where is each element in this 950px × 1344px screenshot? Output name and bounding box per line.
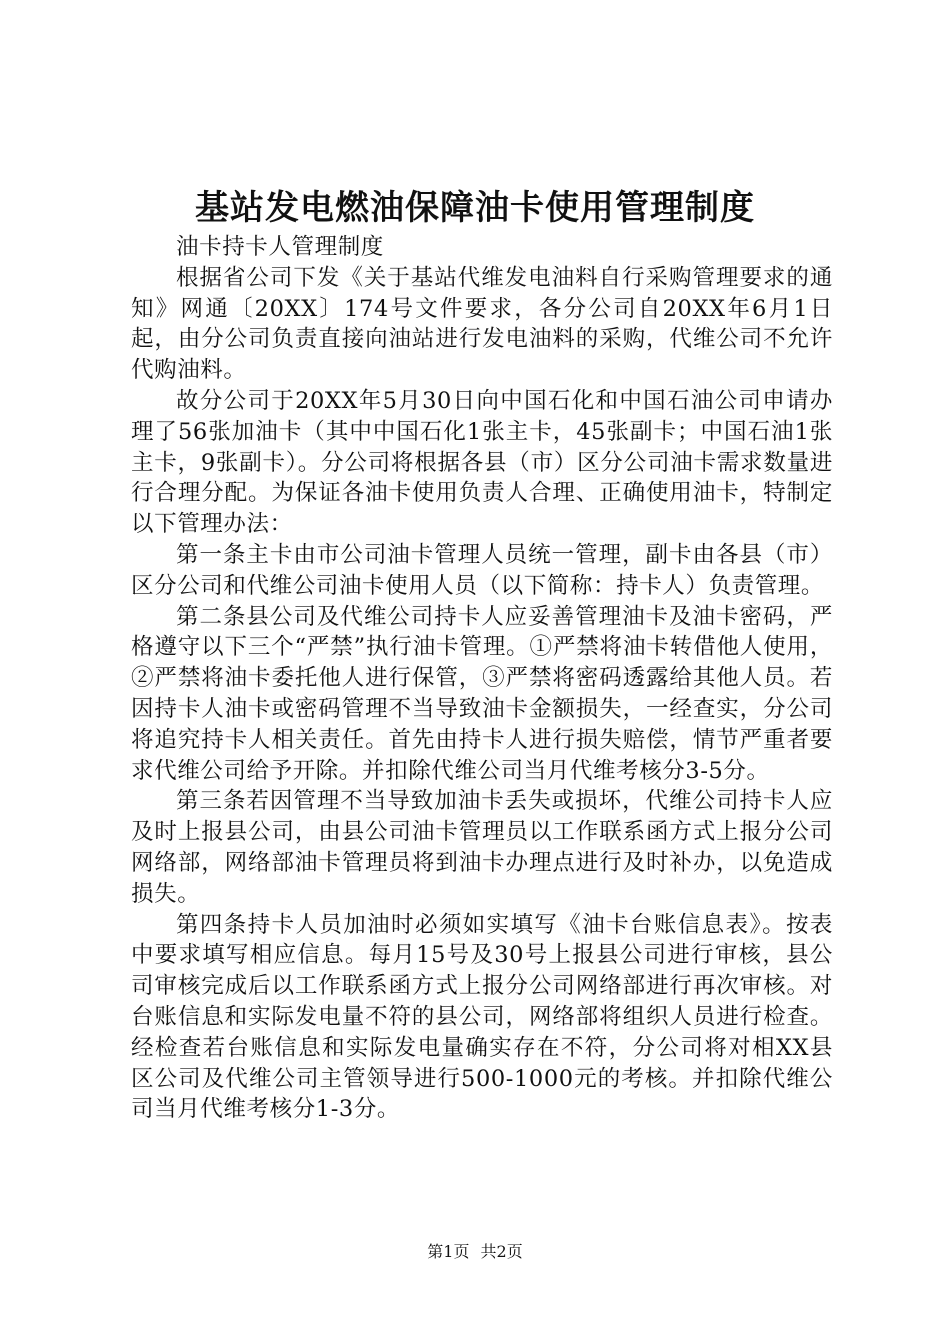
paragraph-card-application: 故分公司于20XX年5月30日向中国石化和中国石油公司申请办理了56张加油卡（其中中国石化1张主卡，45张副卡；中国石油1张主卡，9张副卡）。分公司将根据各县（市）区分公司油卡需求数量进行合理分配。为保证各油卡使用负责人合理、正确使用油卡，特制定以下管理办法： (131, 387, 833, 538)
page-footer (0, 1240, 950, 1264)
paragraph-article-1: 第一条主卡由市公司油卡管理人员统一管理，副卡由各县（市）区分公司和代维公司油卡使用人员（以下简称：持卡人）负责管理。 (131, 541, 833, 599)
page-number-total: 共2页 (480, 1242, 523, 1261)
document-body (131, 232, 833, 1125)
page-number-current: 第1页 (427, 1242, 470, 1261)
paragraph-article-3: 第三条若因管理不当导致加油卡丢失或损坏，代维公司持卡人应及时上报县公司，由县公司油卡管理员以工作联系函方式上报分公司网络部，网络部油卡管理员将到油卡办理点进行及时补办，以免造成损失。 (131, 788, 833, 907)
document-title: 基站发电燃油保障油卡使用管理制度 (195, 188, 755, 228)
paragraph-background: 根据省公司下发《关于基站代维发电油料自行采购管理要求的通知》网通〔20XX〕174号文件要求，各分公司自20XX年6月1日起，由分公司负责直接向油站进行发电油料的采购，代维公司不允许代购油料。 (131, 264, 833, 384)
paragraph-article-2: 第二条县公司及代维公司持卡人应妥善管理油卡及油卡密码，严格遵守以下三个“严禁”执行油卡管理。①严禁将油卡转借他人使用，②严禁将油卡委托他人进行保管，③严禁将密码透露给其他人员。若因持卡人油卡或密码管理不当导致油卡金额损失，一经查实，分公司将追究持卡人相关责任。首先由持卡人进行损失赔偿，情节严重者要求代维公司给予开除。并扣除代维公司当月代维考核分3-5分。 (131, 603, 833, 784)
paragraph-heading: 油卡持卡人管理制度 (176, 234, 384, 260)
paragraph-article-4: 第四条持卡人员加油时必须如实填写《油卡台账信息表》。按表中要求填写相应信息。每月15号及30号上报县公司进行审核，县公司审核完成后以工作联系函方式上报分公司网络部进行再次审核。对台账信息和实际发电量不符的县公司，网络部将组织人员进行检查。经检查若台账信息和实际发电量确实存在不符，分公司将对相XX县区公司及代维公司主管领导进行500-1000元的考核。并扣除代维公司当月代维考核分1-3分。 (131, 911, 833, 1123)
